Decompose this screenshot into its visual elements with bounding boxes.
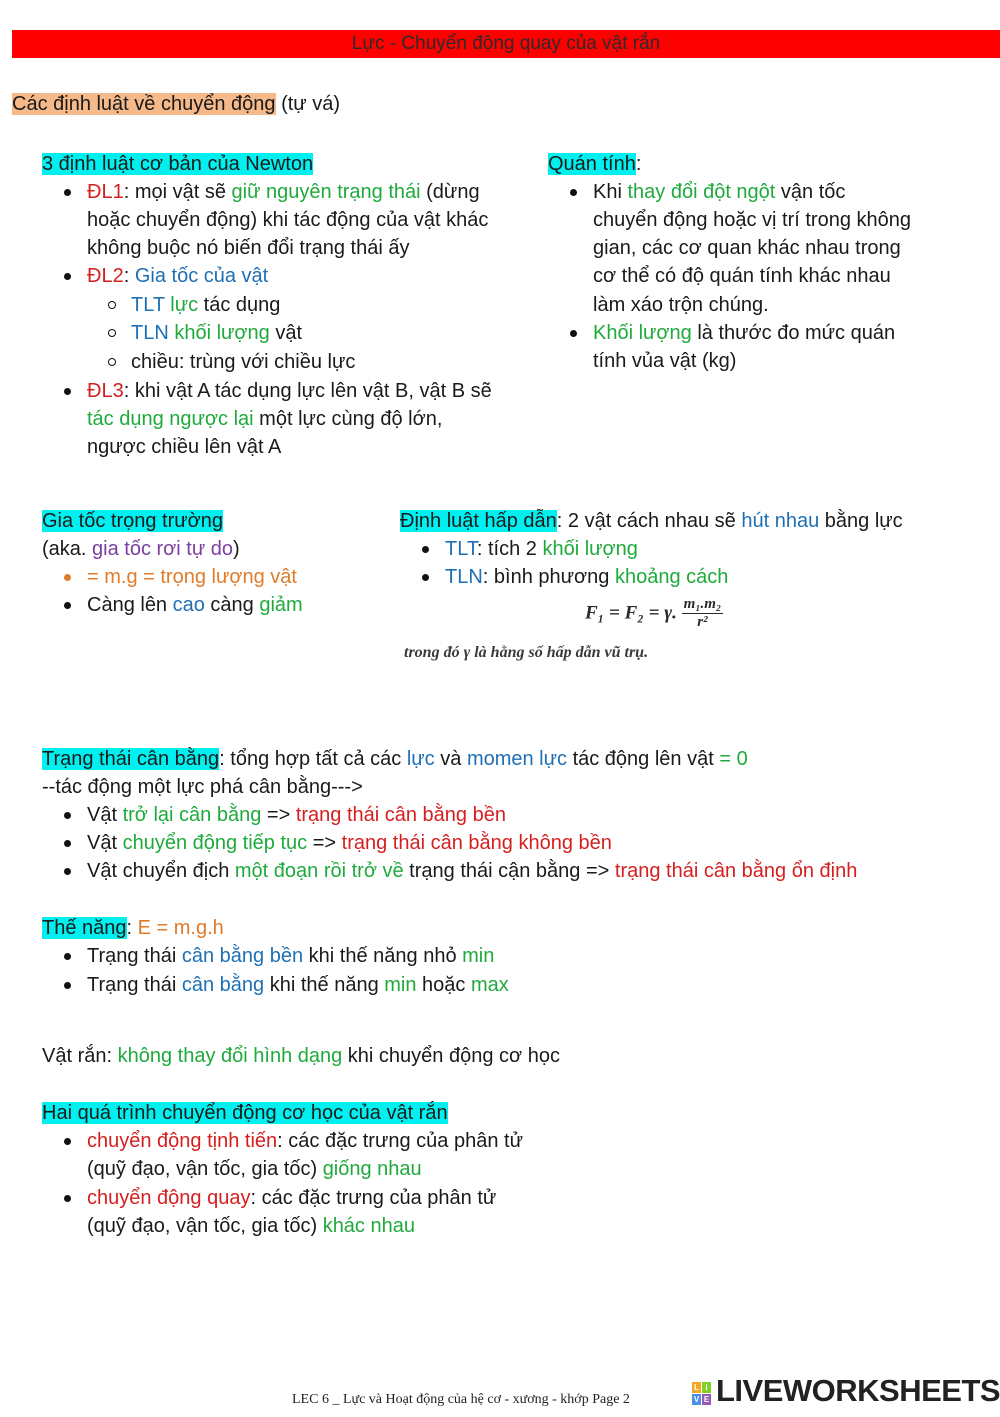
g-b2-a: Càng lên [87,594,173,616]
formula-numerator: m₁.m₂ [683,596,722,612]
inertia-b1-l4: cơ thể có độ quán tính khác nhau [593,265,891,287]
bullet-dot [64,1138,71,1145]
potential-title-text: Thế năng [42,917,127,939]
pot-b2-a: Trạng thái [87,974,182,996]
gravity-aka [42,535,240,563]
equilibrium-b2 [87,829,612,857]
section-title [12,90,340,118]
potential-b2 [87,971,509,999]
formula-lhs: F₁ = F₂ = γ. [585,602,677,624]
m-b2-l2a: (quỹ đạo, vận tốc, gia tốc) [87,1215,323,1237]
sub2-c: vật [269,322,303,344]
bullet-dot [64,388,71,395]
logo-letter: I [702,1382,711,1393]
eq-b1-c: => [261,804,296,826]
m-b1-l2a: (quỹ đạo, vận tốc, gia tốc) [87,1158,323,1180]
dl1-line3: không buộc nó biến đổi trạng thái ấy [87,237,410,259]
dl3-line1 [87,377,492,405]
inertia-b1-l2: chuyển động hoặc vị trí trong không [593,209,911,231]
bullet-dot [64,840,71,847]
gravity-b2 [87,591,303,619]
bullet-dot [422,546,429,553]
motion-b2-l1 [87,1184,496,1212]
sub-bullet [108,301,116,309]
eq-b1-a: Vật [87,804,123,826]
rigid-a: Vật rắn: [42,1045,118,1067]
dl2-sub3: chiều: trùng với chiều lực [131,351,356,373]
bullet-dot [64,1195,71,1202]
sub1-c: tác dụng [198,294,281,316]
eq-t6: = 0 [719,748,748,770]
grav-t3: bằng lực [819,510,903,532]
bullet-dot [422,574,429,581]
liveworksheets-logo-text[interactable]: LIVEWORKSHEETS [716,1373,1000,1408]
equilibrium-b3 [87,857,857,885]
potential-title [42,914,224,942]
bullet-dot [64,273,71,280]
m-b1-l2b: giống nhau [322,1158,422,1180]
inertia-title [548,150,641,178]
dl3-text2: một lực cùng độ lớn, [253,408,443,430]
dl3-line2 [87,405,442,433]
m-b2-b: : các đặc trưng của phân tử [250,1187,497,1209]
dl3-label: ĐL3 [87,380,124,402]
bullet-dot [64,982,71,989]
sub1-b: lực [164,294,199,316]
bullet-dot [64,602,71,609]
section-title-text: Các định luật về chuyển động [12,93,276,115]
two-motions-title-text: Hai quá trình chuyển động cơ học của vật rắn [42,1102,448,1124]
dl3-line3: ngược chiều lên vật A [87,436,282,458]
pot-b1-b: cân bằng bền [181,945,304,967]
m-b1-b: : các đặc trưng của phân tử [277,1130,523,1152]
bullet-dot [64,868,71,875]
formula-caption: trong đó γ là hằng số hấp dẫn vũ trụ. [404,644,649,661]
aka-c: ) [233,538,240,560]
gravitation-b2 [445,563,728,591]
rigid-c: khi chuyển động cơ học [342,1045,560,1067]
aka-b: gia tốc rơi tự do [92,538,234,560]
dl3-text: : khi vật A tác dụng lực lên vật B, vật B sẽ [123,380,492,402]
gravity-title [42,507,223,535]
pot-b2-e: hoặc [416,974,471,996]
inertia-b2-b: là thước đo mức quán [691,322,896,344]
m-b2-l2b: khác nhau [322,1215,415,1237]
inertia-title-text: Quán tính [548,153,636,175]
bullet-dot [64,574,71,581]
inertia-b1-l3: gian, các cơ quan khác nhau trong [593,237,901,259]
dl1-highlight: giữ nguyên trạng thái [231,181,421,203]
dl2-label: ĐL2 [87,265,124,287]
inertia-colon: : [635,153,642,175]
dl2-colon: : [123,265,135,287]
equilibrium-b1 [87,801,506,829]
motion-b1-l2 [87,1155,422,1183]
newton-title [42,150,313,178]
eq-b3-a: Vật chuyển địch [87,860,235,882]
inertia-b1-l5: làm xáo trộn chúng. [593,294,769,316]
dl1-text: : mọi vật sẽ [123,181,232,203]
formula-denominator: r² [697,614,708,630]
g-b2-b: cao [172,594,205,616]
eq-b1-d: trạng thái cân bằng bền [295,804,506,826]
sub1-a: TLT [131,294,165,316]
pot-b2-f: max [470,974,509,996]
logo-letter: L [692,1382,701,1393]
pot-t2: E = m.g.h [137,917,224,939]
eq-b3-c: trạng thái cận bằng => [403,860,615,882]
pot-b2-d: min [384,974,417,996]
dl1-label: ĐL1 [87,181,124,203]
grav-b1-c: khối lượng [542,538,638,560]
logo-letter: E [703,1395,710,1404]
inertia-b1-c: vận tốc [775,181,846,203]
inertia-b1-b: thay đổi đột ngột [627,181,776,203]
equilibrium-line2: --tác động một lực phá cân bằng---> [42,776,363,798]
section-note: (tự vá) [275,93,341,115]
aka-a: (aka. [42,538,93,560]
bullet-dot [570,189,577,196]
eq-b2-b: chuyển động tiếp tục [122,832,308,854]
sub-bullet [108,329,116,337]
dl1-text-end: (dừng [420,181,480,203]
dl1-line1 [87,178,480,206]
eq-t2: lực [406,748,435,770]
inertia-b2-l2: tính vủa vật (kg) [593,350,737,372]
grav-b2-c: khoảng cách [614,566,729,588]
g-b2-d: giảm [259,594,303,616]
pot-b1-d: min [462,945,495,967]
sub2-a: TLN [131,322,169,344]
gravitation-title-text: Định luật hấp dẫn [400,510,557,532]
gravitation-title [400,507,903,535]
inertia-b1-a: Khi [593,181,628,203]
dl2-sub2 [131,319,302,347]
dl3-highlight: tác dụng ngược lại [87,408,254,430]
two-motions-title [42,1099,448,1127]
equilibrium-title-text: Trạng thái cân bằng [42,748,220,770]
gravity-title-text: Gia tốc trọng trường [42,510,224,532]
sub2-b: khối lượng [168,322,270,344]
dl2-text: Gia tốc của vật [134,265,269,287]
gravitation-formula [585,596,723,631]
liveworksheets-logo-icon [692,1382,712,1406]
dl2-sub1 [131,291,280,319]
motion-b2-l2 [87,1212,415,1240]
inertia-b1-l1 [593,178,845,206]
grav-t1: : 2 vật cách nhau sẽ [556,510,742,532]
bullet-dot [570,330,577,337]
pot-b2-c: khi thế năng [264,974,385,996]
eq-b3-d: trạng thái cân bằng ổn định [614,860,858,882]
logo-letter: V [693,1395,700,1404]
rigid-b: không thay đổi hình dạng [117,1045,343,1067]
eq-t1: : tổng hợp tất cả các [219,748,407,770]
g-b2-c: càng [204,594,260,616]
grav-b2-a: TLN [445,566,483,588]
rigid-body-line [42,1042,560,1070]
eq-b2-d: trạng thái cân bằng không bền [341,832,612,854]
newton-title-text: 3 định luật cơ bản của Newton [42,153,314,175]
potential-b1 [87,942,494,970]
equilibrium-title [42,745,748,773]
dl1-line2: hoặc chuyển động) khi tác động của vật khác [87,209,489,231]
eq-b2-a: Vật [87,832,123,854]
gravitation-b1 [445,535,638,563]
m-b2-a: chuyển động quay [87,1187,251,1209]
bullet-dot [64,189,71,196]
grav-b1-a: TLT [445,538,477,560]
inertia-b2-a: Khối lượng [593,322,692,344]
grav-b1-b: : tích 2 [476,538,543,560]
eq-b2-c: => [307,832,342,854]
m-b1-a: chuyển động tịnh tiến [87,1130,278,1152]
sub-bullet [108,358,116,366]
pot-b2-b: cân bằng [181,974,265,996]
dl2-line [87,262,268,290]
gravity-b1: = m.g = trọng lượng vật [87,566,297,588]
eq-t5: tác động lên vật [567,748,720,770]
eq-b3-b: một đoạn rồi trở về [234,860,404,882]
eq-b1-b: trở lại cân bằng [122,804,262,826]
pot-t1: : [126,917,138,939]
motion-b1-l1 [87,1127,523,1155]
grav-b2-b: : bình phương [482,566,615,588]
pot-b1-c: khi thế năng nhỏ [303,945,463,967]
eq-t3: và [434,748,467,770]
page-header: Lực - Chuyển động quay của vật rắn [12,30,1000,58]
grav-t2: hút nhau [741,510,820,532]
inertia-b2-l1 [593,319,895,347]
pot-b1-a: Trạng thái [87,945,182,967]
page-footer: LEC 6 _ Lực và Hoạt động của hệ cơ - xương - khớp Page 2 [292,1392,630,1407]
formula-fraction [682,596,724,631]
bullet-dot [64,812,71,819]
bullet-dot [64,953,71,960]
eq-t4: momen lực [466,748,568,770]
